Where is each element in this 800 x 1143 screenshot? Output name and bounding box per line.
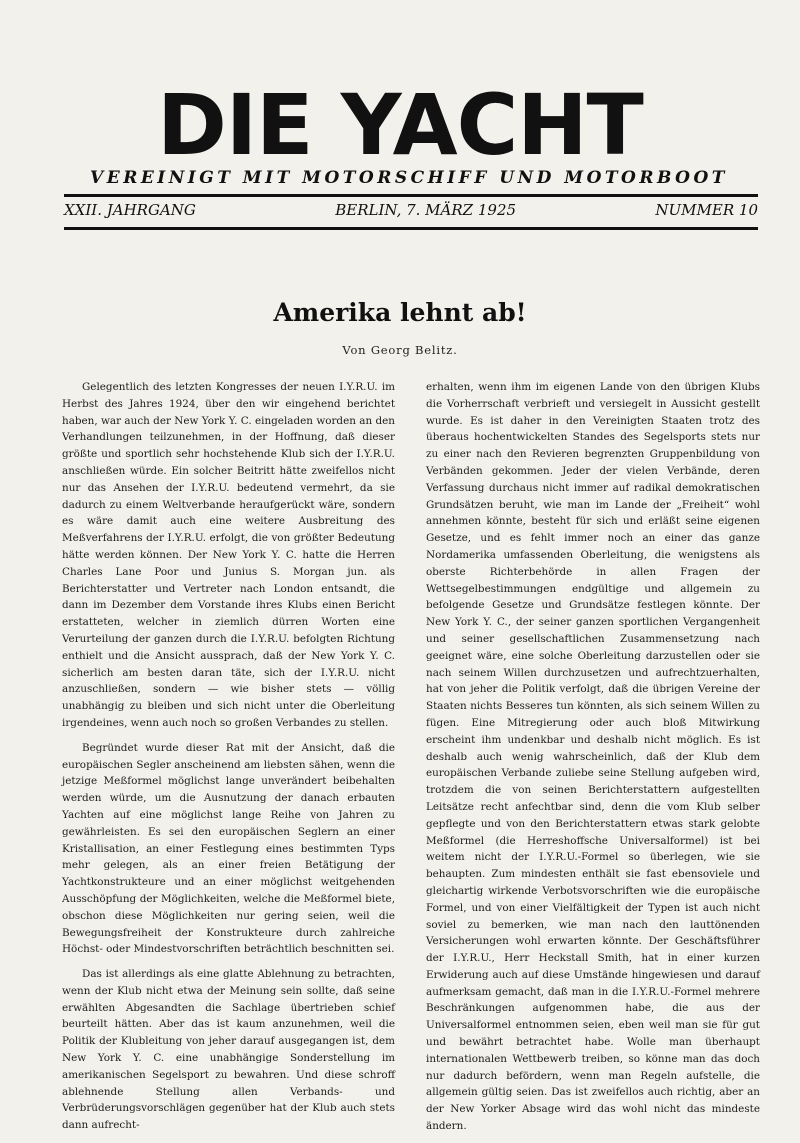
article-column-left — [62, 379, 395, 1142]
place-date: BERLIN, 7. MÄRZ 1925 — [335, 201, 517, 219]
article-byline: Von Georg Belitz. — [342, 343, 458, 357]
issue-line — [64, 201, 758, 219]
paragraph: Das ist allerdings als eine glatte Ablehnung zu betrachten, wenn der Klub nicht etwa der Meinung sein sollte, daß seine erwählten Abgesandten die Sachlage übertrieben schief beurteilt hätten. Aber das ist kaum anzunehmen, weil die Politik der Klubleitung von jeher darauf ausgegangen ist, dem New York Y. C. eine unabhängige Sonderstellung im amerikanischen Segelsport zu bewahren. Und diese schroff ablehnende Stellung allen Verbands- und Verbrüderungsvorschlägen gegenüber hat der Klub auch stets dann aufrecht- — [62, 968, 395, 1132]
masthead-rule-top — [64, 194, 758, 197]
paragraph: Begründet wurde dieser Rat mit der Ansicht, daß die europäischen Segler anscheinend am liebsten sähen, wenn die jetzige Meßformel möglichst lange unverändert beibehalten werden würde, um die Ausnutzung der danach erbauten Yachten auf eine möglichst lange Reihe von Jahren zu gewährleisten. Es sei den europäischen Seglern an einer Kristallisation, an einer Festlegung eines bestimmten Typs mehr gelegen, als an einer freien Betätigung der Yachtkonstrukteure und an einer möglichst weitgehenden Ausschöpfung der Möglichkeiten, welche die Meßformel biete, obschon diese Möglichkeiten nur gering seien, weil die Bewegungsfreiheit der Konstrukteure durch zahlreiche Höchst- oder Mindestvorschriften beträchtlich beschnitten sei. — [62, 741, 395, 956]
volume-label: XXII. JAHRGANG — [64, 201, 196, 219]
masthead-rule-bottom — [64, 227, 758, 230]
masthead-title: DIE YACHT — [157, 76, 643, 174]
paragraph: erhalten, wenn ihm im eigenen Lande von den übrigen Klubs die Vorherrschaft verbrieft und versiegelt in Aussicht gestellt wurde. Es ist daher in den Vereinigten Staaten trotz des überaus hochentwickelten Standes des Segelsports stets nur zu einer nach den Revieren begrenzten Gruppenbildung von Verbänden gekommen. Jeder der vielen Verbände, deren Verfassung durchaus nicht immer auf radikal demokratischen Grundsätzen beruht, wie man im Lande der „Freiheit“ wohl annehmen könnte, besteht für sich und erläßt seine eigenen Gesetze, und es fehlt immer noch an einer das ganze Nordamerika umfassenden Oberleitung, die wenigstens als oberste Richterbehörde in allen Fragen der Wettsegelbestimmungen endgültige und allgemein zu befolgende Gesetze und Grundsätze festlegen könnte. Der New York Y. C., der seiner ganzen sportlichen Vergangenheit und seiner gesellschaftlichen Zusammensetzung nach geeignet wäre, eine solche Oberleitung darzustellen oder sie nach seinem Willen durchzusetzen und aufrechtzuerhalten, hat von jeher die Politik verfolgt, daß die übrigen Vereine der Staaten nichts Besseres tun könnten, als sich seinem Willen zu fügen. Eine Mitregierung oder auch bloß Mitwirkung erscheint ihm undenkbar und deshalb nicht möglich. Es ist deshalb auch wenig wahrscheinlich, daß der Klub dem europäischen Verbande zuliebe seine Stellung aufgeben wird, trotzdem die von seinen Berichterstattern aufgestellten Leitsätze recht anfechtbar sind, denn die vom Klub selber gepflegte und von den Berichterstattern etwas stark gelobte Meßformel (die Herreshoffsche Universalformel) ist bei weitem nicht der I.Y.R.U.-Formel so überlegen, wie sie behaupten. Zum mindesten enthält sie fast ebensoviele und gleichartig wirkende Verbotsvorschriften wie die europäische Formel, und von einer Vielfältigkeit der Typen ist auch nicht soviel zu bemerken, wie man nach den lauttönenden Versicherungen wohl erwarten könnte. Der Geschäftsführer der I.Y.R.U., Herr Heckstall Smith, hat in einer kurzen Erwiderung auch auf diese Umstände hingewiesen und darauf aufmerksam gemacht, daß man in die I.Y.R.U.-Formel mehrere Beschränkungen aufgenommen habe, die aus der Universalformel entnommen seien, eben weil man sie für gut und bewährt betrachtet habe. Wolle man überhaupt internationalen Wettbewerb treiben, so könne man das doch nur dadurch befördern, wenn man Regeln aufstelle, die allgemein gültig seien. Das ist zweifellos auch richtig, aber an der New Yorker Absage wird das wohl nicht das mindeste ändern. — [426, 381, 760, 1133]
paragraph: Gelegentlich des letzten Kongresses der neuen I.Y.R.U. im Herbst des Jahres 1924, über den wir eingehend berichtet haben, war auch der New York Y. C. eingeladen worden an den Verhandlungen teilzunehmen, in der Hoffnung, daß dieser größte und sportlich sehr hochstehende Klub sich der I.Y.R.U. anschließen würde. Ein solcher Beitritt hätte zweifellos nicht nur das Ansehen der I.Y.R.U. bedeutend vermehrt, da sie dadurch zu einem Weltverbande heraufgerückt wäre, sondern es wäre damit auch eine weitere Ausbreitung des Meßverfahrens der I.Y.R.U. erfolgt, die von größter Bedeutung hätte werden können. Der New York Y. C. hatte die Herren Charles Lane Poor und Junius S. Morgan jun. als Berichterstatter und Vertreter nach London entsandt, die dann im Dezember dem Vorstande ihres Klubs einen Bericht erstatteten, welcher in ziemlich dürren Worten eine Verurteilung der ganzen durch die I.Y.R.U. befolgten Richtung enthielt und die Ansicht aussprach, daß der New York Y. C. sicherlich am besten daran täte, sich der I.Y.R.U. nicht anzuschließen, sondern — wie bisher stets — völlig unabhängig zu bleiben und sich nicht unter die Oberleitung irgendeines, wenn auch noch so großen Verbandes zu stellen. — [62, 381, 395, 729]
article-title: Amerika lehnt ab! — [273, 298, 527, 327]
issue-number: NUMMER 10 — [655, 201, 758, 219]
masthead-subtitle: VEREINIGT MIT MOTORSCHIFF UND MOTORBOOT — [90, 168, 728, 188]
article-column-right — [426, 379, 760, 1143]
